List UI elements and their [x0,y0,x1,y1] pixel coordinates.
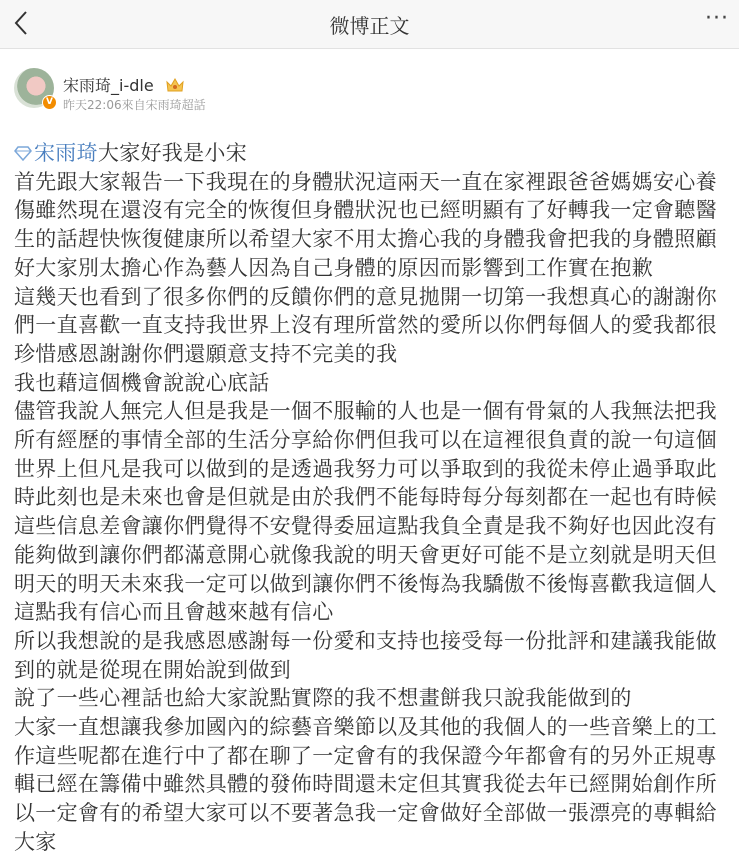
user-name[interactable]: 宋雨琦_i-dle [63,76,154,95]
paragraph: 我也藉這個機會說說心底話 [14,370,270,395]
crown-badge-icon [165,77,185,93]
paragraph: 儘管我說人無完人但是我是一個不服輸的人也是一個有骨氣的人我無法把我所有經歷的事情全部的生活分享給你們但我可以在這裡很負責的說一句這個世界上但凡是我可以做到的是透過我努力可以爭取到的我從未停止過爭取此時此刻也是未來也會是但就是由於我們不能每時每分每刻都在一起也有時候這些信息差會讓你們覺得不安覺得委屈這點我負全責是我不夠好也因此沒有能夠做到讓你們都滿意開心就像我說的明天會更好可能不是立刻就是明天但明天的明天未來我一定可以做到讓你們不後悔為我驕傲不後悔喜歡我這個人這點我有信心而且會越來越有信心 [14,399,717,625]
post-meta: 昨天22:06來自宋雨琦超話 [63,98,206,112]
more-options-icon[interactable]: ··· [705,6,729,31]
paragraph: 大家一直想讓我參加國內的綜藝音樂節以及其他的我個人的一些音樂上的工作這些呢都在進行中了都在聊了一定會有的我保證今年都會有的另外正規專輯已經在籌備中雖然具體的發佈時間還未定但其實我從去年已經開始創作所以一定會有的希望大家可以不要著急我一定會做好全部做一張漂亮的專輯給大家 [14,715,717,854]
paragraph: 首先跟大家報告一下我現在的身體狀況這兩天一直在家裡跟爸爸媽媽安心養傷雖然現在還沒有完全的恢復但身體狀況也已經明顯有了好轉我一定會聽醫生的話趕快恢復健康所以希望大家不用太擔心我的身體我會把我的身體照顧好大家別太擔心作為藝人因為自己身體的原因而影響到工作實在抱歉 [14,169,717,280]
diamond-icon [14,145,32,161]
verified-badge-icon: V [42,95,57,110]
supertopic-link[interactable] [14,141,98,165]
greeting-text: 大家好我是小宋 [97,141,248,165]
topic-name: 宋雨琦 [34,141,98,165]
paragraph: 說了一些心裡話也給大家說點實際的我不想畫餅我只說我能做到的 [14,686,632,711]
page-title: 微博正文 [329,14,410,38]
top-nav-bar [0,0,739,49]
greeting-line [14,139,722,168]
post-body [14,139,722,857]
user-name-row [63,73,185,96]
paragraph: 所以我想說的是我感恩感謝每一份愛和支持也接受每一份批評和建議我能做到的就是從現在開始說到做到 [14,628,717,682]
paragraph: 這幾天也看到了很多你們的反饋你們的意見拋開一切第一我想真心的謝謝你們一直喜歡一直支持我世界上沒有理所當然的愛所以你們每個人的愛我都很珍惜感恩謝謝你們還願意支持不完美的我 [14,284,717,366]
